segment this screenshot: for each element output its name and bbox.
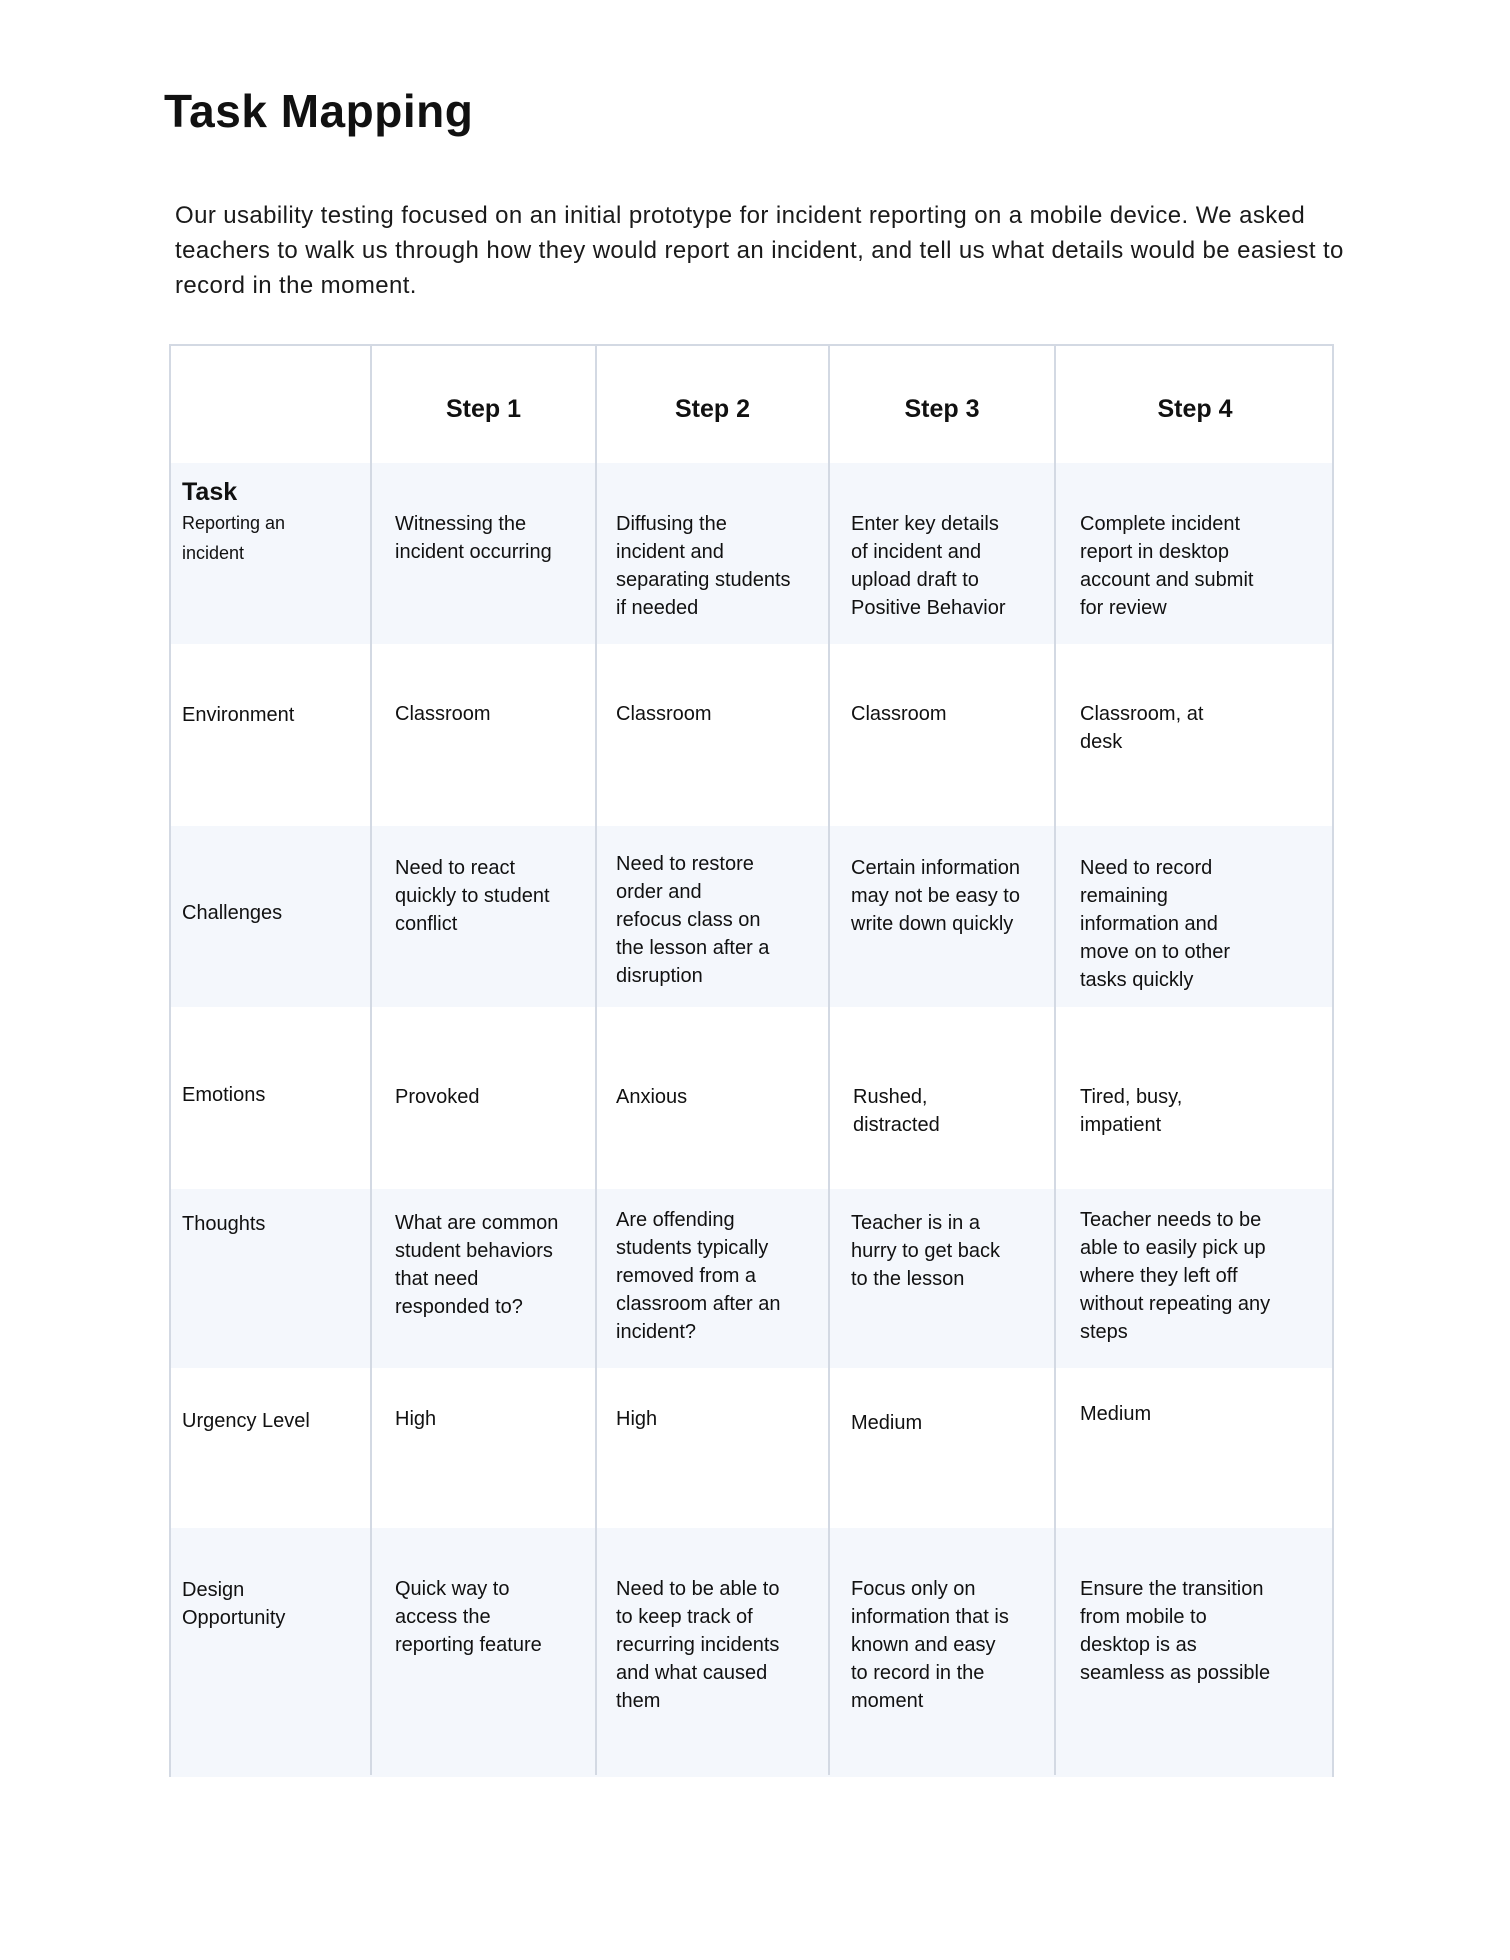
cell-environment-step-3: Classroom xyxy=(851,703,947,725)
cell-task-step-3: Enter key details of incident and upload draft to Positive Behavior xyxy=(851,513,1006,619)
cell-emotions-step-1: Provoked xyxy=(395,1086,480,1108)
cell-challenges-step-2: Need to restore order and refocus class on the lesson after a disruption xyxy=(616,853,770,987)
column-divider xyxy=(1054,346,1056,1775)
cell-thoughts-step-4: Teacher needs to be able to easily pick up where they left off without repeating any steps xyxy=(1080,1209,1271,1343)
cell-urgency-step-1: High xyxy=(395,1408,437,1430)
cell-challenges-step-1: Need to react quickly to student conflict xyxy=(395,857,550,935)
cell-design-step-4: Ensure the transition from mobile to desktop is as seamless as possible xyxy=(1080,1578,1271,1684)
cell-environment-step-4: Classroom, at desk xyxy=(1080,703,1204,753)
cell-challenges-step-4: Need to record remaining information and move on to other tasks quickly xyxy=(1080,857,1231,991)
cell-environment-step-2: Classroom xyxy=(616,703,712,725)
cell-emotions-step-4: Tired, busy, impatient xyxy=(1080,1086,1183,1136)
column-divider xyxy=(828,346,830,1775)
cell-design-step-3: Focus only on information that is known and easy to record in the moment xyxy=(851,1578,1009,1712)
header-step-3: Step 3 xyxy=(904,395,980,423)
task-mapping-table xyxy=(169,344,1334,1777)
cell-urgency-step-2: High xyxy=(616,1408,658,1430)
cell-design-step-1: Quick way to access the reporting feature xyxy=(395,1578,542,1656)
header-step-2: Step 2 xyxy=(674,395,751,423)
cell-thoughts-step-3: Teacher is in a hurry to get back to the lesson xyxy=(851,1212,1000,1290)
row-label-thoughts: Thoughts xyxy=(182,1213,266,1235)
cell-thoughts-step-1: What are common student behaviors that need responded to? xyxy=(395,1212,559,1318)
row-label-environment: Environment xyxy=(182,704,295,726)
cell-emotions-step-2: Anxious xyxy=(616,1086,688,1108)
column-divider xyxy=(595,346,597,1775)
cell-thoughts-step-2: Are offending students typically removed from a classroom after an incident? xyxy=(616,1209,781,1343)
column-divider xyxy=(370,346,372,1775)
cell-urgency-step-4: Medium xyxy=(1080,1403,1152,1425)
cell-challenges-step-3: Certain information may not be easy to write down quickly xyxy=(851,857,1020,935)
row-label-design-opportunity: Design Opportunity xyxy=(182,1579,286,1629)
cell-task-step-2: Diffusing the incident and separating students if needed xyxy=(616,513,791,619)
intro-paragraph: Our usability testing focused on an initial prototype for incident reporting on a mobile device. We asked teachers to walk us through how they would report an incident, and tell us what details would be easiest to record in the moment. xyxy=(175,202,1344,299)
row-label-urgency: Urgency Level xyxy=(182,1410,310,1432)
row-label-challenges: Challenges xyxy=(182,902,283,924)
header-step-4: Step 4 xyxy=(1157,395,1233,423)
row-label-emotions: Emotions xyxy=(182,1084,266,1106)
header-step-1: Step 1 xyxy=(445,395,522,423)
row-sublabel-task: Reporting an incident xyxy=(182,513,286,563)
cell-emotions-step-3: Rushed, distracted xyxy=(853,1086,940,1136)
cell-design-step-2: Need to be able to to keep track of recurring incidents and what caused them xyxy=(616,1578,780,1712)
cell-task-step-1: Witnessing the incident occurring xyxy=(395,513,552,563)
row-label-task: Task xyxy=(182,478,238,506)
cell-urgency-step-3: Medium xyxy=(851,1412,923,1434)
cell-task-step-4: Complete incident report in desktop account and submit for review xyxy=(1080,513,1254,619)
page-title: Task Mapping xyxy=(164,85,474,137)
cell-environment-step-1: Classroom xyxy=(395,703,491,725)
